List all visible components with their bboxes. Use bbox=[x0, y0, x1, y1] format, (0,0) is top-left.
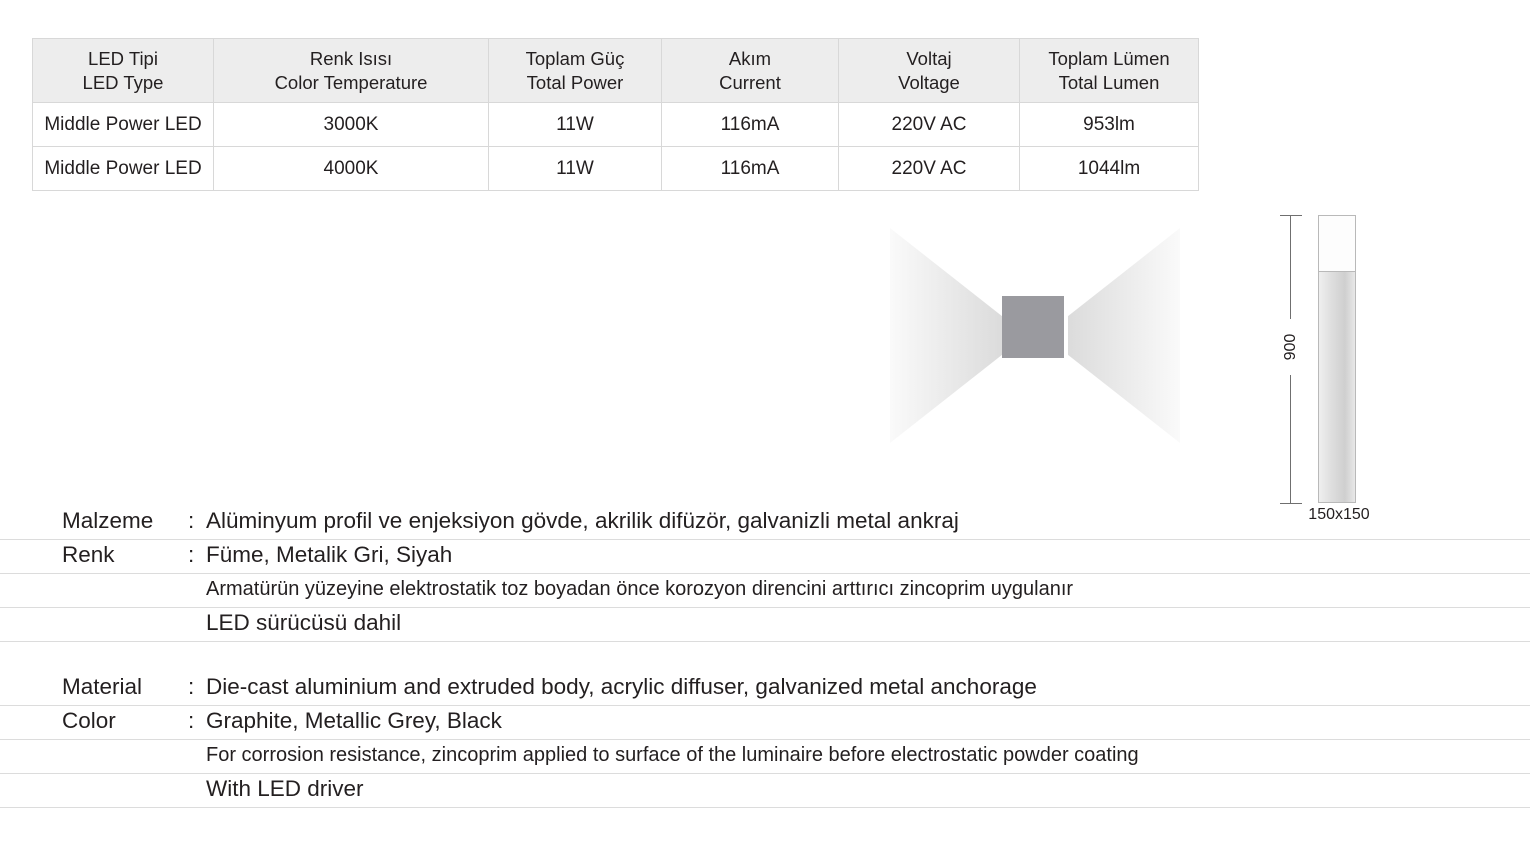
description-row-color-en bbox=[0, 706, 1530, 740]
cell-total-power: 11W bbox=[489, 103, 662, 147]
value-note2-tr: LED sürücüsü dahil bbox=[206, 610, 402, 635]
description-row-note2-en bbox=[0, 774, 1530, 808]
cell-current: 116mA bbox=[662, 103, 839, 147]
label-color-en: Color bbox=[62, 708, 116, 733]
colon-color-tr: : bbox=[188, 542, 195, 567]
beam-right-icon bbox=[1068, 228, 1180, 443]
cell-voltage: 220V AC bbox=[839, 147, 1020, 191]
value-material-tr: Alüminyum profil ve enjeksiyon gövde, akrilik difüzör, galvanizli metal ankraj bbox=[206, 508, 959, 533]
dimension-tick-top bbox=[1280, 215, 1302, 216]
dimension-base-label: 150x150 bbox=[1308, 506, 1370, 523]
column-header-total-power-tr: Toplam Güç bbox=[525, 48, 625, 70]
cell-total-lumen: 1044lm bbox=[1020, 147, 1199, 191]
beam-left-icon bbox=[890, 228, 1002, 443]
column-header-current bbox=[662, 39, 839, 103]
cell-total-power: 11W bbox=[489, 147, 662, 191]
led-specification-table bbox=[32, 38, 1199, 191]
cell-color-temperature: 3000K bbox=[214, 103, 489, 147]
value-note2-en: With LED driver bbox=[206, 776, 364, 801]
description-row-note1-en bbox=[0, 740, 1530, 774]
value-color-tr: Füme, Metalik Gri, Siyah bbox=[206, 542, 453, 567]
table-header-row bbox=[33, 39, 1199, 103]
bollard-head-icon bbox=[1318, 215, 1356, 272]
column-header-current-en: Current bbox=[719, 71, 781, 93]
luminaire-body-icon bbox=[1002, 296, 1064, 358]
value-material-en: Die-cast aluminium and extruded body, acrylic diffuser, galvanized metal anchorage bbox=[206, 674, 1037, 699]
label-material-tr: Malzeme bbox=[62, 508, 154, 533]
cell-current: 116mA bbox=[662, 147, 839, 191]
description-block-english bbox=[0, 672, 1530, 808]
table-header bbox=[33, 39, 1199, 103]
label-color-tr: Renk bbox=[62, 542, 115, 567]
dimension-tick-bottom bbox=[1280, 503, 1302, 504]
description-row-note1-tr bbox=[0, 574, 1530, 608]
colon-color-en: : bbox=[188, 708, 195, 733]
column-header-total-lumen-tr: Toplam Lümen bbox=[1048, 48, 1170, 70]
cell-color-temperature: 4000K bbox=[214, 147, 489, 191]
column-header-led-type bbox=[33, 39, 214, 103]
column-header-color-temperature-en: Color Temperature bbox=[274, 71, 428, 93]
description-row-material-en bbox=[0, 672, 1530, 706]
cell-led-type: Middle Power LED bbox=[33, 147, 214, 191]
colon-material-tr: : bbox=[188, 508, 195, 533]
column-header-color-temperature bbox=[214, 39, 489, 103]
dimension-height-label: 900 bbox=[1280, 319, 1302, 375]
column-header-total-power bbox=[489, 39, 662, 103]
cell-voltage: 220V AC bbox=[839, 103, 1020, 147]
column-header-total-lumen-en: Total Lumen bbox=[1058, 71, 1160, 93]
value-note1-en: For corrosion resistance, zincoprim applied to surface of the luminaire before electrostatic powder coating bbox=[206, 744, 1139, 766]
value-color-en: Graphite, Metallic Grey, Black bbox=[206, 708, 502, 733]
column-header-total-power-en: Total Power bbox=[526, 71, 624, 93]
description-row-color-tr bbox=[0, 540, 1530, 574]
dimension-drawing bbox=[1268, 206, 1418, 523]
cell-led-type: Middle Power LED bbox=[33, 103, 214, 147]
description-block-turkish bbox=[0, 506, 1530, 642]
colon-material-en: : bbox=[188, 674, 195, 699]
column-header-voltage-tr: Voltaj bbox=[906, 48, 952, 70]
column-header-total-lumen bbox=[1020, 39, 1199, 103]
table-row bbox=[33, 147, 1199, 191]
table-row bbox=[33, 103, 1199, 147]
column-header-color-temperature-tr: Renk Isısı bbox=[309, 48, 393, 70]
column-header-current-tr: Akım bbox=[728, 48, 772, 70]
value-note1-tr: Armatürün yüzeyine elektrostatik toz boyadan önce korozyon direncini arttırıcı zincoprim uygulanır bbox=[206, 578, 1074, 600]
column-header-voltage-en: Voltage bbox=[898, 71, 960, 93]
column-header-led-type-tr: LED Tipi bbox=[88, 48, 158, 70]
column-header-voltage bbox=[839, 39, 1020, 103]
cell-total-lumen: 953lm bbox=[1020, 103, 1199, 147]
description-row-material-tr bbox=[0, 506, 1530, 540]
light-distribution-illustration bbox=[890, 228, 1180, 443]
description-row-note2-tr bbox=[0, 608, 1530, 642]
label-material-en: Material bbox=[62, 674, 143, 699]
column-header-led-type-en: LED Type bbox=[82, 71, 164, 93]
table-body bbox=[33, 103, 1199, 191]
